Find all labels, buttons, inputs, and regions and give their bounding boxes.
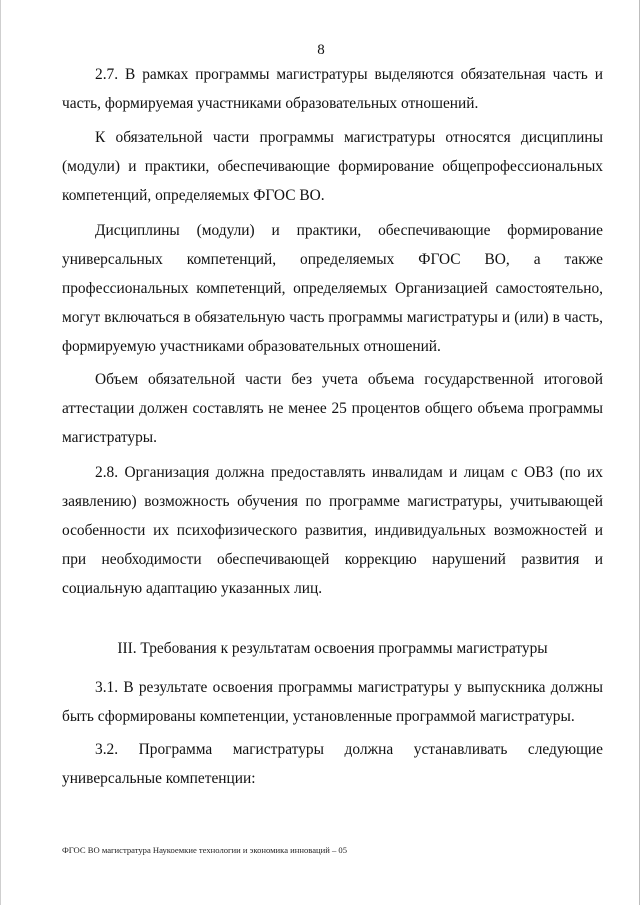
paragraph-3-2: 3.2. Программа магистратуры должна устанавливать следующие универсальные компетенции:	[62, 741, 603, 787]
page-footer: ФГОС ВО магистратура Наукоемкие технологии и экономика инноваций – 05	[62, 845, 347, 855]
paragraph-mandatory-part: К обязательной части программы магистратуры относятся дисциплины (модули) и практики, обеспечивающие формирование общепрофессиональных компетенций, определяемых ФГОС ВО.	[62, 129, 603, 204]
paragraph-3-1: 3.1. В результате освоения программы магистратуры у выпускника должны быть сформированы компетенции, установленные программой магистратуры.	[62, 679, 603, 725]
paragraph-volume: Объем обязательной части без учета объема государственной итоговой аттестации должен составлять не менее 25 процентов общего объема программы магистратуры.	[62, 371, 603, 446]
section-heading: III. Требования к результатам освоения программы магистратуры	[117, 640, 548, 657]
paragraph-2-8: 2.8. Организация должна предоставлять инвалидам и лицам с ОВЗ (по их заявлению) возможность обучения по программе магистратуры, учитывающей особенности их психофизического развития, индивидуальных возможностей и при необходимости обеспечивающей коррекцию нарушений развития и социальную адаптацию указанных лиц.	[62, 464, 603, 597]
document-body	[62, 60, 603, 793]
paragraph-disciplines: Дисциплины (модули) и практики, обеспечивающие формирование универсальных компетенций, определяемых ФГОС ВО, а также профессиональных компетенций, определяемых Организацией самостоятельно, могут включаться в обязательную часть программы магистратуры и (или) в часть, формируемую участниками образовательных отношений.	[62, 222, 603, 355]
page-number: 8	[317, 42, 325, 58]
paragraph-2-7: 2.7. В рамках программы магистратуры выделяются обязательная часть и часть, формируемая участниками образовательных отношений.	[62, 66, 603, 112]
